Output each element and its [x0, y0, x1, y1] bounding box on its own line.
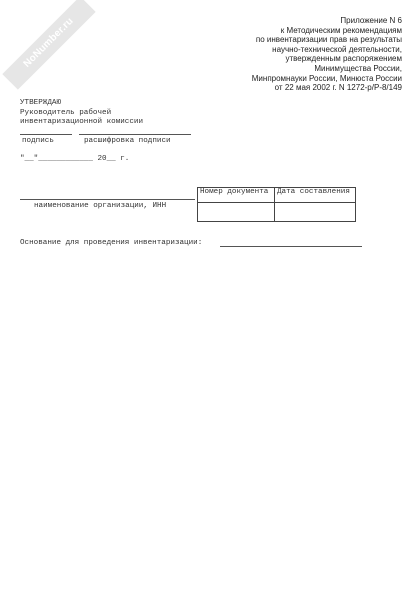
approval-date: "__"____________ 20__ г.: [20, 155, 130, 163]
header-line: Минимущества России,: [314, 63, 402, 73]
watermark: NoNumber.ru: [2, 0, 95, 90]
organization-line[interactable]: [20, 199, 195, 200]
table-header-date: Дата составления: [275, 188, 356, 203]
approval-title: УТВЕРЖДАЮ: [20, 99, 62, 107]
basis-line[interactable]: [220, 246, 362, 247]
header-line: по инвентаризации прав на результаты: [255, 35, 402, 45]
signature-caption: подпись: [22, 137, 54, 145]
date-cell[interactable]: [275, 203, 356, 222]
organization-caption: наименование организации, ИНН: [34, 202, 167, 210]
header-line: к Методическим рекомендациям: [280, 25, 402, 35]
basis-label: Основание для проведения инвентаризации:: [20, 239, 203, 247]
signature-decoding-caption: расшифровка подписи: [84, 137, 171, 145]
table-header-document-number: Номер документа: [198, 188, 275, 203]
signature-decoding-line[interactable]: [79, 134, 191, 135]
header-line: Приложение N 6: [340, 16, 402, 25]
header-line: Минпромнауки России, Минюста России: [251, 73, 402, 83]
approval-role-line2: инвентаризационной комиссии: [20, 118, 144, 126]
header-line: научно-технической деятельности,: [272, 44, 402, 54]
document-number-table: [197, 187, 356, 222]
document-header: [182, 16, 402, 93]
document-number-cell[interactable]: [198, 203, 275, 222]
signature-line[interactable]: [20, 134, 72, 135]
header-line: от 22 мая 2002 г. N 1272-р/Р-8/149: [274, 83, 402, 93]
header-line: утвержденным распоряжением: [285, 54, 402, 64]
approval-role-line1: Руководитель рабочей: [20, 109, 112, 117]
